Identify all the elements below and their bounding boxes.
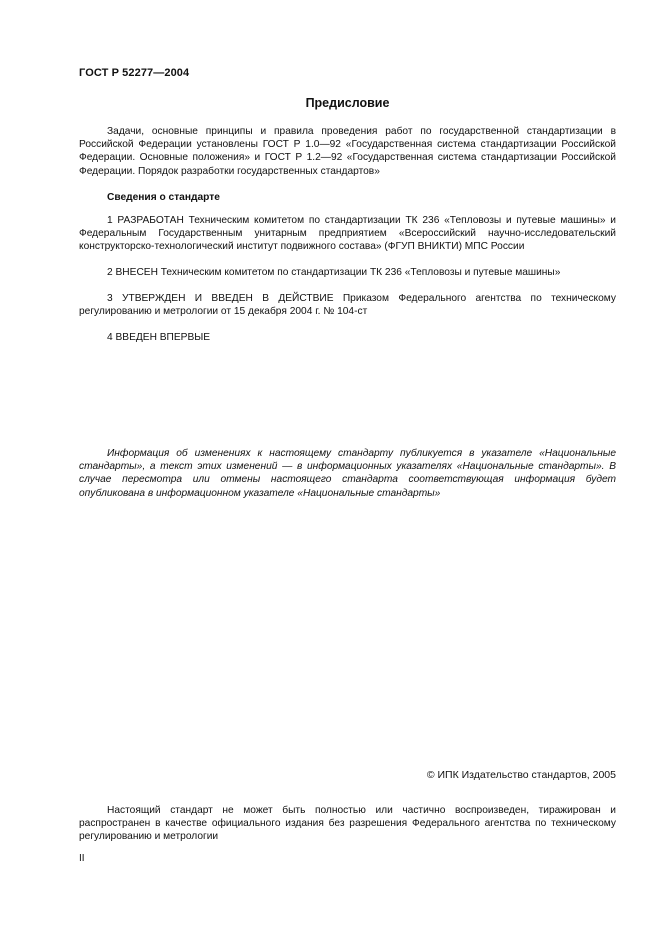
reproduction-notice: Настоящий стандарт не может быть полностью или частично воспроизведен, тиражирован и распространен в качестве официального издания без разрешения Федерального агентства по техническому регулированию и метрологии [79, 805, 616, 843]
info-note: Информация об изменениях к настоящему стандарту публикуется в указателе «Национальные стандарты», а текст этих изменений — в информационных указателях «Национальные стандарты». В случае пересмотра или отмены настоящего стандарта соответствующая информация будет опубликована в информационном указателе «Национальные стандарты» [79, 448, 616, 499]
item-approved: 3 УТВЕРЖДЕН И ВВЕДЕН В ДЕЙСТВИЕ Приказом Федерального агентства по техническому регулированию и метрологии от 15 декабря 2004 г. № 104-ст [79, 293, 616, 318]
copyright-line: © ИПК Издательство стандартов, 2005 [426, 769, 616, 781]
item-introduced: 2 ВНЕСЕН Техническим комитетом по стандартизации ТК 236 «Тепловозы и путевые машины» [107, 267, 561, 278]
intro-paragraph: Задачи, основные принципы и правила проведения работ по государственной стандартизации в Российской Федерации установлены ГОСТ Р 1.0—92 «Государственная система стандартизации Российской Федерации. Основные положения» и ГОСТ Р 1.2—92 «Государственная система стандартизации Российской Федерации. Порядок разработки государственных стандартов» [79, 126, 616, 177]
item-developed: 1 РАЗРАБОТАН Техническим комитетом по стандартизации ТК 236 «Тепловозы и путевые машины» и Федеральным Государственным унитарным предприятием «Всероссийский научно-исследовательский конструкторско-технологический институт подвижного состава» (ФГУП ВНИКТИ) МПС России [79, 215, 616, 253]
page-number: II [79, 853, 85, 864]
item-first-introduced: 4 ВВЕДЕН ВПЕРВЫЕ [107, 332, 211, 343]
page-title: Предисловие [305, 96, 390, 110]
document-code: ГОСТ Р 52277—2004 [79, 67, 190, 79]
section-heading: Сведения о стандарте [107, 192, 220, 203]
